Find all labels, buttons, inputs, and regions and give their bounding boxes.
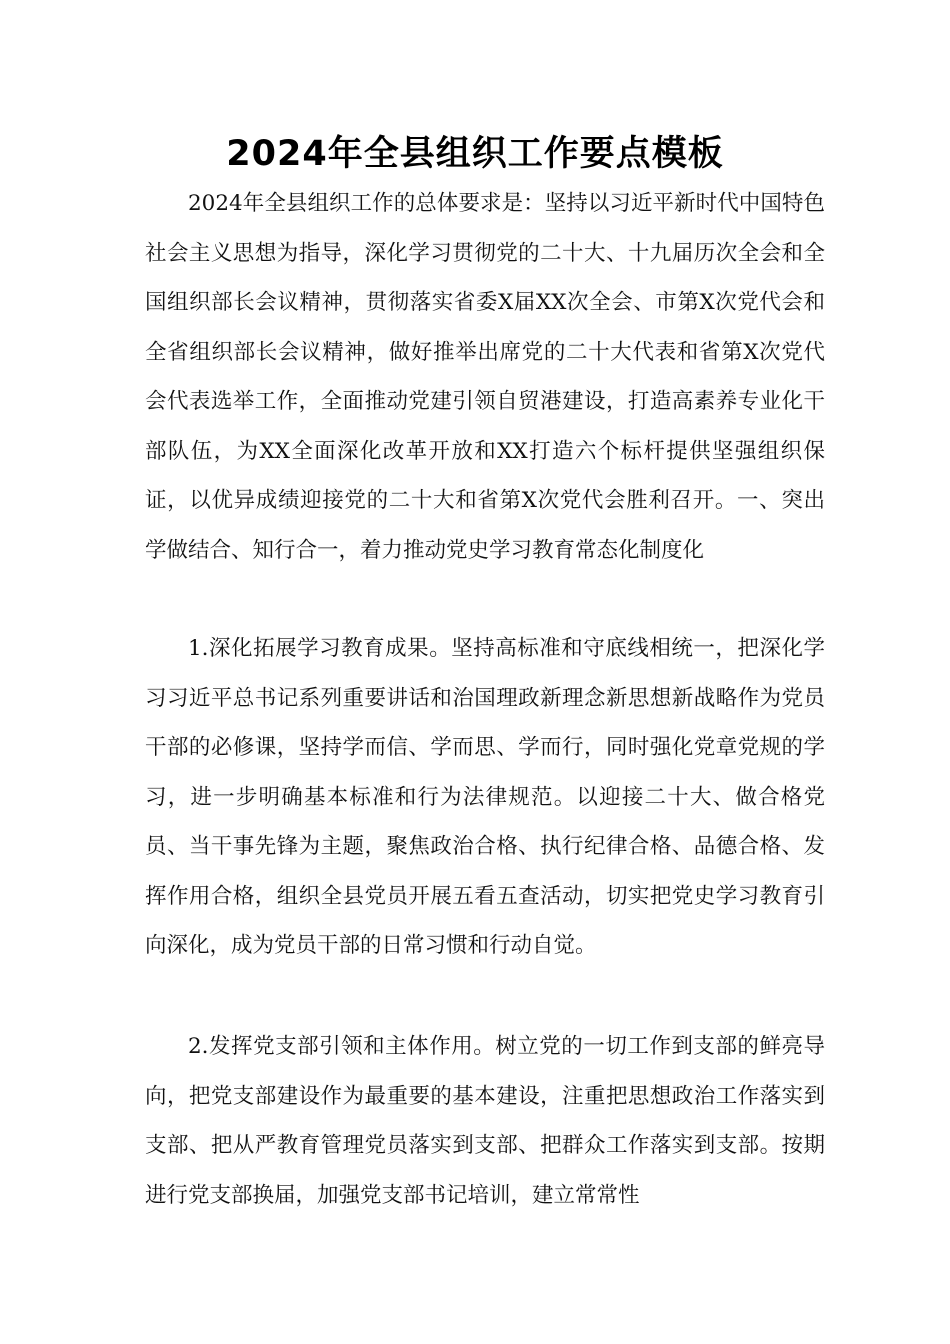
paragraph-item-1: 1.深化拓展学习教育成果。坚持高标准和守底线相统一，把深化学习习近平总书记系列重要讲话和治国理政新理念新思想新战略作为党员干部的必修课，坚持学而信、学而思、学而行，同时强化党章党规的学习，进一步明确基本标准和行为法律规范。以迎接二十大、做合格党员、当干事先锋为主题，聚焦政治合格、执行纪律合格、品德合格、发挥作用合格，组织全县党员开展五看五查活动，切实把党史学习教育引向深化，成为党员干部的日常习惯和行动自觉。 — [145, 636, 825, 958]
document-title: 2024年全县组织工作要点模板 — [226, 134, 724, 174]
paragraph-overall-requirements: 2024年全县组织工作的总体要求是：坚持以习近平新时代中国特色社会主义思想为指导，深化学习贯彻党的二十大、十九届历次全会和全国组织部长会议精神，贯彻落实省委X届XX次全会、市第X次党代会和全省组织部长会议精神，做好推举出席党的二十大代表和省第X次党代会代表选举工作，全面推动党建引领自贸港建设，打造高素养专业化干部队伍，为XX全面深化改革开放和XX打造六个标杆提供坚强组织保证，以优异成绩迎接党的二十大和省第X次党代会胜利召开。一、突出学做结合、知行合一，着力推动党史学习教育常态化制度化 — [145, 191, 825, 563]
paragraph-item-2: 2.发挥党支部引领和主体作用。树立党的一切工作到支部的鲜亮导向，把党支部建设作为最重要的基本建设，注重把思想政治工作落实到支部、把从严教育管理党员落实到支部、把群众工作落实到支部。按期进行党支部换届，加强党支部书记培训，建立常常性 — [145, 1034, 825, 1208]
